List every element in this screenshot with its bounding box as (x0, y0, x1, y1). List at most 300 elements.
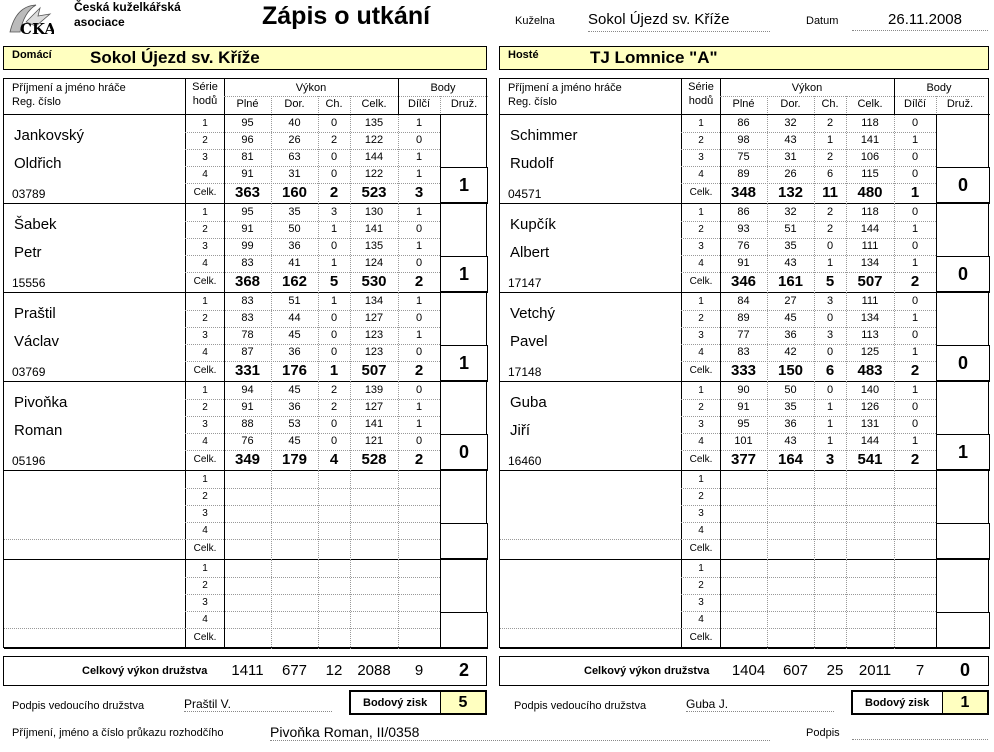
score-cell: 0 (911, 401, 919, 413)
player-reg-number: 16460 (508, 454, 542, 468)
score-cell: 130 (364, 206, 384, 218)
score-cell: 35 (784, 401, 797, 413)
score-cell: 1 (911, 257, 919, 269)
score-cell: 51 (288, 295, 301, 307)
score-cell: 1 (826, 257, 834, 269)
away-total-celk: 2011 (858, 662, 892, 679)
score-cell: 27 (784, 295, 797, 307)
player-firstname: Pavel (510, 333, 548, 350)
header-subdivider (767, 96, 768, 115)
score-cell: 95 (737, 418, 750, 430)
ch-header: Ch. (325, 98, 343, 110)
dilci-header: Dílčí (904, 98, 926, 110)
score-cell: 134 (364, 295, 384, 307)
series-label: 4 (202, 436, 208, 447)
score-cell: 45 (288, 384, 301, 396)
home-player-table (3, 78, 487, 648)
score-cell: 1 (415, 401, 423, 413)
score-cell: 127 (364, 312, 384, 324)
score-cell: 122 (364, 134, 384, 146)
celk-label: Celk. (689, 365, 713, 376)
score-cell: 86 (737, 117, 750, 129)
ch-header: Ch. (821, 98, 839, 110)
total-cell: 348 (730, 184, 757, 201)
player-surname: Šabek (14, 216, 57, 233)
score-cell: 36 (784, 329, 797, 341)
home-label: Domácí (12, 49, 52, 61)
total-cell: 2 (414, 273, 424, 290)
col-divider-dotted (894, 560, 895, 649)
col-divider (224, 560, 225, 649)
score-cell: 43 (784, 435, 797, 447)
series-label: 2 (698, 491, 704, 502)
total-cell: 150 (777, 362, 804, 379)
player-reg-number: 03789 (12, 187, 46, 201)
player-header: Příjmení a jméno hráče (12, 82, 126, 94)
score-cell: 0 (330, 329, 338, 341)
score-cell: 1 (911, 134, 919, 146)
score-cell: 106 (860, 151, 880, 163)
team-points-box: 1 (440, 256, 488, 292)
reg-header: Reg. číslo (508, 96, 557, 108)
series-label: 1 (202, 474, 208, 485)
player-firstname: Roman (14, 422, 63, 439)
player-firstname: Albert (510, 244, 550, 261)
home-totals-row (3, 656, 487, 686)
score-cell: 83 (737, 346, 750, 358)
col-divider-dotted (767, 471, 768, 560)
team-points-box: 1 (936, 434, 990, 470)
series-label: 2 (202, 580, 208, 591)
col-divider-dotted (846, 471, 847, 560)
dor-header: Dor. (780, 98, 801, 110)
player-surname: Vetchý (510, 305, 556, 322)
header-divider (681, 79, 682, 115)
total-cell: 368 (234, 273, 261, 290)
score-cell: 76 (241, 435, 254, 447)
team-points-box (936, 612, 990, 648)
score-cell: 131 (860, 418, 880, 430)
score-cell: 78 (241, 329, 254, 341)
celk-label: Celk. (689, 276, 713, 287)
score-cell: 0 (415, 435, 423, 447)
col-divider-dotted (318, 471, 319, 560)
score-cell: 0 (826, 312, 834, 324)
score-cell: 50 (288, 223, 301, 235)
series-header: Série (688, 81, 714, 93)
series-header-2: hodů (688, 95, 714, 107)
total-cell: 507 (361, 362, 387, 379)
cka-logo (6, 2, 54, 34)
score-cell: 1 (415, 168, 423, 180)
series-label: 4 (202, 614, 208, 625)
score-cell: 1 (415, 295, 423, 307)
total-cell: 2 (910, 451, 920, 468)
score-cell: 1 (415, 240, 423, 252)
away-label: Hosté (508, 49, 539, 61)
total-cell: 132 (777, 184, 804, 201)
score-cell: 91 (737, 401, 750, 413)
player-header: Příjmení a jméno hráče (508, 82, 622, 94)
body-header: Body (430, 82, 456, 94)
score-cell: 0 (415, 257, 423, 269)
away-total-druz: 0 (959, 660, 970, 680)
score-cell: 35 (784, 240, 797, 252)
score-cell: 43 (784, 134, 797, 146)
score-cell: 0 (415, 223, 423, 235)
vykon-header: Výkon (791, 82, 823, 94)
away-bodovy-label: Bodový zisk (865, 697, 930, 709)
series-label: 2 (202, 313, 208, 324)
score-cell: 144 (860, 223, 880, 235)
series-label: 3 (202, 419, 208, 430)
header-subdivider (271, 96, 272, 115)
total-cell: 2 (329, 184, 339, 201)
total-cell: 541 (857, 451, 883, 468)
dor-header: Dor. (284, 98, 305, 110)
score-cell: 35 (288, 206, 301, 218)
score-cell: 0 (911, 240, 919, 252)
col-divider-dotted (767, 560, 768, 649)
series-label: 2 (202, 491, 208, 502)
score-cell: 126 (860, 401, 880, 413)
col-divider-dotted (271, 560, 272, 649)
celk-label: Celk. (193, 543, 217, 554)
page-title: Zápis o utkání (262, 2, 431, 30)
celk-label: Celk. (689, 454, 713, 465)
total-cell: 176 (281, 362, 308, 379)
score-cell: 111 (861, 240, 879, 252)
player-surname: Guba (510, 394, 547, 411)
series-label: 3 (202, 330, 208, 341)
away-totals-row (499, 656, 989, 686)
score-cell: 122 (364, 168, 384, 180)
total-cell: 11 (822, 184, 838, 201)
team-points-box (936, 523, 990, 559)
total-cell: 2 (910, 362, 920, 379)
away-total-dor: 607 (782, 662, 809, 679)
score-cell: 135 (364, 117, 384, 129)
score-cell: 32 (784, 206, 797, 218)
series-label: 3 (698, 419, 704, 430)
series-label: 1 (202, 207, 208, 218)
score-cell: 44 (288, 312, 301, 324)
total-cell: 2 (910, 273, 920, 290)
celk-header: Celk. (361, 98, 387, 110)
header-divider (185, 79, 186, 115)
player-firstname: Václav (14, 333, 60, 350)
score-cell: 0 (911, 418, 919, 430)
total-cell: 164 (777, 451, 804, 468)
player-firstname: Jiří (510, 422, 530, 439)
team-points-box: 0 (936, 167, 990, 203)
header-divider (398, 79, 399, 115)
score-cell: 127 (364, 401, 384, 413)
score-cell: 2 (826, 151, 834, 163)
score-cell: 0 (826, 346, 834, 358)
score-cell: 90 (737, 384, 750, 396)
score-cell: 1 (826, 401, 834, 413)
score-cell: 89 (737, 312, 750, 324)
score-cell: 0 (415, 384, 423, 396)
score-cell: 0 (911, 168, 919, 180)
player-block-divider (500, 559, 990, 560)
plne-header: Plné (236, 98, 259, 110)
player-reg-number: 17148 (508, 365, 542, 379)
celk-label: Celk. (193, 276, 217, 287)
score-cell: 45 (288, 435, 301, 447)
series-label: 3 (698, 508, 704, 519)
series-label: 1 (698, 563, 704, 574)
score-cell: 26 (288, 134, 301, 146)
col-divider-dotted (350, 560, 351, 649)
series-label: 4 (698, 169, 704, 180)
score-cell: 121 (364, 435, 384, 447)
total-cell: 161 (777, 273, 804, 290)
total-cell: 523 (361, 184, 387, 201)
score-cell: 83 (241, 257, 254, 269)
score-cell: 1 (415, 117, 423, 129)
series-label: 4 (202, 169, 208, 180)
header-subdivider (814, 96, 815, 115)
score-cell: 144 (364, 151, 384, 163)
celk-label: Celk. (689, 543, 713, 554)
player-reg-number: 17147 (508, 276, 542, 290)
druz-header: Druž. (946, 98, 974, 110)
celk-label: Celk. (193, 454, 217, 465)
series-label: 2 (698, 135, 704, 146)
team-points-box: 0 (440, 434, 488, 470)
score-cell: 86 (737, 206, 750, 218)
score-cell: 95 (241, 206, 254, 218)
series-label: 3 (202, 152, 208, 163)
celk-label: Celk. (689, 632, 713, 643)
col-divider-dotted (846, 560, 847, 649)
total-cell: 480 (857, 184, 883, 201)
referee-value: Pivoňka Roman, II/0358 (270, 724, 770, 741)
player-surname: Kupčík (510, 216, 556, 233)
score-cell: 1 (330, 223, 338, 235)
series-label: 1 (698, 474, 704, 485)
away-bodovy-value: 1 (942, 692, 987, 713)
col-divider (720, 560, 721, 649)
score-cell: 141 (364, 223, 384, 235)
away-total-dilci: 7 (915, 662, 925, 679)
series-label: 3 (698, 241, 704, 252)
date-value: 26.11.2008 (852, 11, 988, 31)
signature-line (852, 724, 988, 740)
home-total-ch: 12 (325, 662, 343, 679)
team-points-box: 0 (936, 345, 990, 381)
total-cell: 331 (234, 362, 261, 379)
away-team-name: TJ Lomnice "A" (590, 48, 718, 67)
total-cell: 160 (281, 184, 308, 201)
score-cell: 42 (784, 346, 797, 358)
total-cell: 3 (825, 451, 835, 468)
total-cell: 377 (730, 451, 757, 468)
series-label: 2 (202, 402, 208, 413)
away-player-table (499, 78, 989, 648)
score-cell: 2 (826, 117, 834, 129)
player-surname: Praštil (14, 305, 56, 322)
header-divider (720, 79, 721, 115)
score-cell: 0 (911, 206, 919, 218)
total-cell: 333 (730, 362, 757, 379)
score-cell: 1 (330, 257, 338, 269)
score-cell: 36 (288, 401, 301, 413)
score-cell: 81 (241, 151, 254, 163)
series-label: 4 (202, 258, 208, 269)
home-totals-label: Celkový výkon družstva (82, 665, 208, 677)
series-label: 1 (698, 296, 704, 307)
score-cell: 1 (911, 384, 919, 396)
druz-header: Druž. (450, 98, 478, 110)
total-cell: 349 (234, 451, 261, 468)
player-reg-number: 05196 (12, 454, 46, 468)
score-cell: 88 (241, 418, 254, 430)
score-cell: 1 (826, 134, 834, 146)
player-block-divider (4, 648, 488, 649)
header-subdivider (440, 96, 441, 115)
away-total-plne: 1404 (731, 662, 766, 679)
player-reg-number: 04571 (508, 187, 542, 201)
col-divider-dotted (814, 560, 815, 649)
series-label: 1 (698, 118, 704, 129)
reg-line (4, 539, 185, 540)
celk-label: Celk. (689, 187, 713, 198)
score-cell: 51 (784, 223, 797, 235)
col-divider-dotted (398, 471, 399, 560)
score-cell: 0 (330, 312, 338, 324)
dilci-header: Dílčí (408, 98, 430, 110)
svg-text:CKA: CKA (20, 20, 54, 36)
player-surname: Jankovský (14, 127, 85, 144)
series-label: 2 (202, 224, 208, 235)
series-label: 1 (202, 385, 208, 396)
score-cell: 1 (911, 435, 919, 447)
date-label: Datum (806, 15, 839, 27)
celk-label: Celk. (193, 365, 217, 376)
score-cell: 2 (330, 134, 338, 146)
score-cell: 89 (737, 168, 750, 180)
score-cell: 1 (415, 206, 423, 218)
score-cell: 0 (330, 418, 338, 430)
away-leader-value: Guba J. (686, 697, 834, 712)
home-total-celk: 2088 (357, 662, 391, 679)
total-cell: 2 (414, 451, 424, 468)
home-leader-label: Podpis vedoucího družstva (12, 700, 145, 712)
score-cell: 36 (288, 240, 301, 252)
col-divider (720, 471, 721, 560)
score-cell: 113 (861, 329, 879, 341)
score-cell: 0 (911, 117, 919, 129)
reg-header: Reg. číslo (12, 96, 61, 108)
player-firstname: Oldřich (14, 155, 62, 172)
header-subdivider (846, 96, 847, 115)
score-cell: 125 (860, 346, 880, 358)
score-cell: 83 (241, 312, 254, 324)
total-cell: 179 (281, 451, 308, 468)
header-subdivider (936, 96, 937, 115)
series-label: 2 (698, 313, 704, 324)
col-divider (224, 471, 225, 560)
score-cell: 31 (784, 151, 797, 163)
score-cell: 135 (364, 240, 384, 252)
header-subdivider (350, 96, 351, 115)
home-bodovy-value: 5 (440, 692, 485, 713)
score-cell: 1 (911, 223, 919, 235)
score-cell: 99 (241, 240, 254, 252)
series-label: 1 (698, 385, 704, 396)
total-cell: 4 (329, 451, 339, 468)
score-cell: 0 (415, 134, 423, 146)
plne-header: Plné (732, 98, 755, 110)
score-cell: 139 (364, 384, 384, 396)
score-cell: 115 (861, 168, 879, 180)
reg-line (4, 628, 185, 629)
score-cell: 50 (784, 384, 797, 396)
col-divider-dotted (398, 560, 399, 649)
score-cell: 75 (737, 151, 750, 163)
score-cell: 0 (911, 329, 919, 341)
total-cell: 6 (825, 362, 835, 379)
score-cell: 2 (330, 384, 338, 396)
score-cell: 3 (826, 329, 834, 341)
series-header-2: hodů (192, 95, 218, 107)
total-cell: 363 (234, 184, 261, 201)
col-divider-dotted (350, 471, 351, 560)
player-block-divider (4, 559, 488, 560)
total-cell: 530 (361, 273, 387, 290)
score-cell: 40 (288, 117, 301, 129)
score-cell: 45 (784, 312, 797, 324)
score-cell: 0 (911, 295, 919, 307)
series-label: 2 (202, 135, 208, 146)
score-cell: 96 (241, 134, 254, 146)
score-cell: 3 (826, 295, 834, 307)
total-cell: 346 (730, 273, 757, 290)
score-cell: 0 (330, 346, 338, 358)
total-cell: 2 (414, 362, 424, 379)
team-points-box (440, 612, 488, 648)
score-cell: 95 (241, 117, 254, 129)
player-reg-number: 03769 (12, 365, 46, 379)
home-team-name: Sokol Újezd sv. Kříže (90, 48, 260, 67)
reg-line (500, 628, 681, 629)
score-cell: 36 (288, 346, 301, 358)
score-cell: 43 (784, 257, 797, 269)
score-cell: 98 (737, 134, 750, 146)
series-label: 3 (698, 597, 704, 608)
score-cell: 2 (826, 206, 834, 218)
total-cell: 5 (825, 273, 835, 290)
score-cell: 118 (861, 206, 879, 218)
score-cell: 76 (737, 240, 750, 252)
score-cell: 140 (860, 384, 880, 396)
vykon-header: Výkon (295, 82, 327, 94)
series-label: 2 (698, 224, 704, 235)
away-total-ch: 25 (826, 662, 844, 679)
header-subline (224, 96, 488, 97)
total-cell: 3 (414, 184, 424, 201)
player-surname: Schimmer (510, 127, 578, 144)
series-label: 4 (698, 436, 704, 447)
team-points-box (440, 523, 488, 559)
score-cell: 1 (826, 435, 834, 447)
col-divider-dotted (894, 471, 895, 560)
venue-value: Sokol Újezd sv. Kříže (588, 11, 770, 32)
score-cell: 0 (330, 240, 338, 252)
